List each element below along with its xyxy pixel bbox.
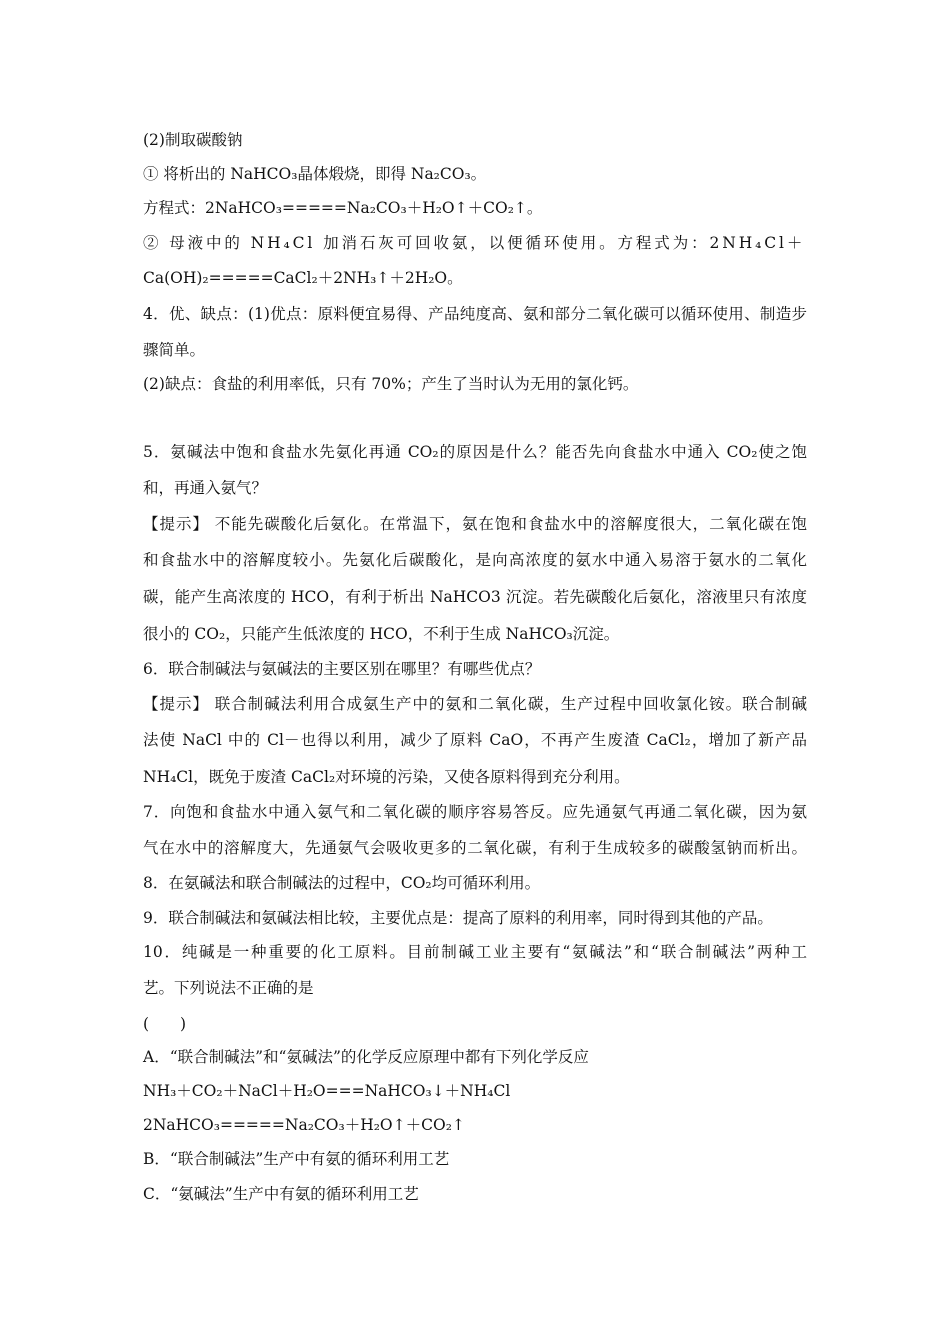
- option-c: C．“氨碱法”生产中有氨的循环利用工艺: [143, 1185, 419, 1203]
- option-a: A．“联合制碱法”和“氨碱法”的化学反应原理中都有下列化学反应: [143, 1048, 589, 1066]
- equation-line: Ca(OH)₂=====CaCl₂＋2NH₃↑＋2H₂O。: [143, 269, 463, 287]
- text-line: ② 母液中的 NH₄Cl 加消石灰可回收氨，以便循环使用。方程式为：2NH₄Cl＋: [143, 234, 806, 252]
- equation-line: 2NaHCO₃=====Na₂CO₃＋H₂O↑＋CO₂↑: [143, 1116, 465, 1134]
- text-line: 8．在氨碱法和联合制碱法的过程中，CO₂均可循环利用。: [143, 874, 541, 892]
- text-line: 骤简单。: [143, 341, 206, 359]
- question-line: 艺。下列说法不正确的是: [143, 979, 314, 997]
- question-line: 10．纯碱是一种重要的化工原料。目前制碱工业主要有“氨碱法”和“联合制碱法”两种工: [143, 943, 807, 961]
- text-line: 7．向饱和食盐水中通入氨气和二氧化碳的顺序容易答反。应先通氨气再通二氧化碳，因为氨: [143, 803, 807, 821]
- question-line: 和，再通入氨气？: [143, 479, 268, 497]
- equation-line: 方程式：2NaHCO₃=====Na₂CO₃＋H₂O↑＋CO₂↑。: [143, 199, 543, 217]
- text-line: 和食盐水中的溶解度较小。先氨化后碳酸化，是向高浓度的氨水中通入易溶于氨水的二氧化: [143, 551, 807, 569]
- text-line: 法使 NaCl 中的 Cl－也得以利用，减少了原料 CaO，不再产生废渣 CaCl₂，增加了新产品: [143, 731, 807, 749]
- section-heading: (2)制取碳酸钠: [143, 131, 243, 149]
- text-line: NH₄Cl，既免于废渣 CaCl₂对环境的污染，又使各原料得到充分利用。: [143, 768, 630, 786]
- text-line: 9．联合制碱法和氨碱法相比较，主要优点是：提高了原料的利用率，同时得到其他的产品。: [143, 909, 773, 927]
- text-line: 4．优、缺点：(1)优点：原料便宜易得、产品纯度高、氨和部分二氧化碳可以循环使用、制造步: [143, 305, 807, 323]
- option-b: B．“联合制碱法”生产中有氨的循环利用工艺: [143, 1150, 450, 1168]
- answer-blank: ( ): [143, 1015, 187, 1033]
- text-line: 很小的 CO₂，只能产生低浓度的 HCO，不利于生成 NaHCO₃沉淀。: [143, 625, 620, 643]
- question-line: 5．氨碱法中饱和食盐水先氨化再通 CO₂的原因是什么？能否先向食盐水中通入 CO₂使之饱: [143, 443, 807, 461]
- text-line: (2)缺点：食盐的利用率低，只有 70%；产生了当时认为无用的氯化钙。: [143, 375, 639, 393]
- hint-line: 【提示】 联合制碱法利用合成氨生产中的氨和二氧化碳，生产过程中回收氯化铵。联合制碱: [143, 695, 807, 713]
- question-line: 6．联合制碱法与氨碱法的主要区别在哪里？有哪些优点？: [143, 660, 541, 678]
- equation-line: NH₃＋CO₂＋NaCl＋H₂O===NaHCO₃↓＋NH₄Cl: [143, 1082, 511, 1100]
- hint-line: 【提示】 不能先碳酸化后氨化。在常温下，氨在饱和食盐水中的溶解度很大，二氧化碳在饱: [143, 515, 807, 533]
- text-line: 气在水中的溶解度大，先通氨气会吸收更多的二氧化碳，有利于生成较多的碳酸氢钠而析出。: [143, 839, 807, 857]
- text-line: ① 将析出的 NaHCO₃晶体煅烧，即得 Na₂CO₃。: [143, 165, 487, 183]
- text-line: 碳，能产生高浓度的 HCO，有利于析出 NaHCO3 沉淀。若先碳酸化后氨化，溶液里只有浓度: [143, 588, 807, 606]
